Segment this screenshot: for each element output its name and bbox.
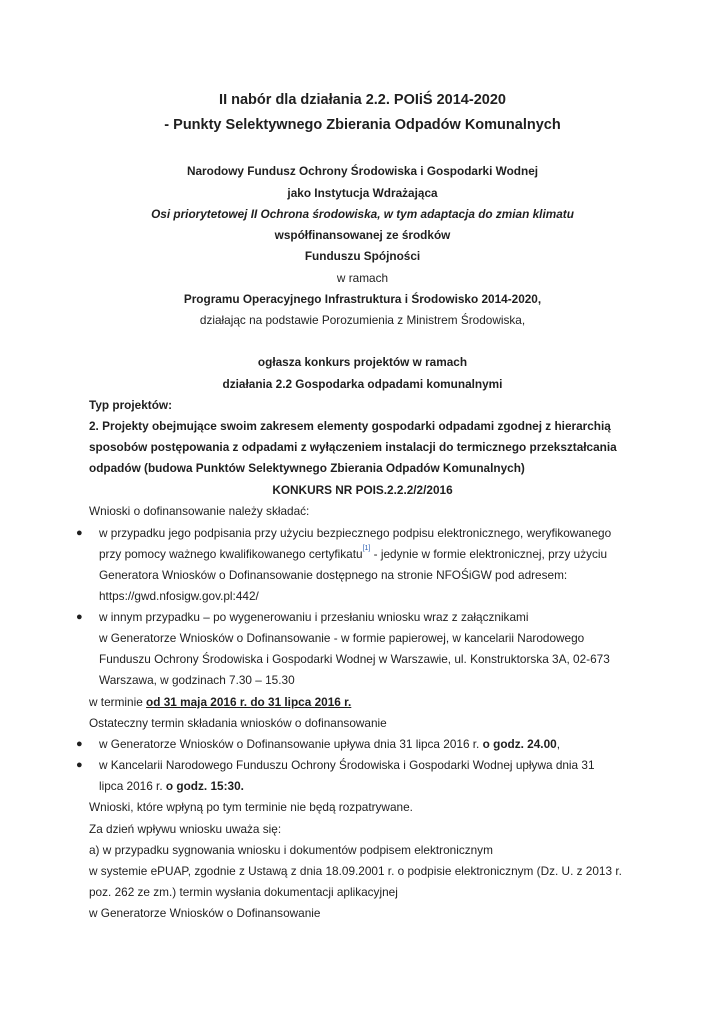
bullet1-line2-text: przy pomocy ważnego kwalifikowanego certyfikatu: [99, 547, 363, 561]
announcement-line1: ogłasza konkurs projektów w ramach: [257, 355, 468, 369]
deadline-bullet2-time: o godz. 15:30.: [165, 779, 244, 793]
generator-line: w Generatorze Wniosków o Dofinansowanie: [89, 906, 321, 920]
deadline-bullet2-line1: w Kancelarii Narodowego Funduszu Ochrony Środowiska i Gospodarki Wodnej upływa dnia 31: [99, 758, 595, 772]
submission-term: [89, 695, 351, 709]
deadline-bullet1-time: o godz. 24.00: [482, 737, 557, 751]
submission-intro: Wnioski o dofinansowanie należy składać:: [89, 504, 310, 518]
project-type-label: Typ projektów:: [89, 398, 173, 412]
footnote-link[interactable]: [1]: [362, 545, 371, 552]
bullet-icon: ●: [76, 527, 83, 539]
announcement-line2: działania 2.2 Gospodarka odpadami komunalnymi: [222, 377, 503, 391]
receipt-item-a: a) w przypadku sygnowania wniosku i dokumentów podpisem elektronicznym: [89, 843, 493, 857]
deadline-bullet1: [99, 737, 560, 751]
priority-axis: Osi priorytetowej II Ochrona środowiska, w tym adaptacja do zmian klimatu: [151, 207, 574, 221]
bullet2-line1: w innym przypadku – po wygenerowaniu i przesłaniu wniosku wraz z załącznikami: [99, 610, 529, 624]
deadline-intro: Ostateczny termin składania wniosków o dofinansowanie: [89, 716, 387, 730]
fund-name: Funduszu Spójności: [304, 249, 421, 263]
programme-name: Programu Operacyjnego Infrastruktura i Środowisko 2014-2020,: [183, 292, 542, 306]
bullet-icon: ●: [76, 611, 83, 623]
bullet2-line4: Warszawa, w godzinach 7.30 – 15.30: [99, 673, 295, 687]
bullet-icon: ●: [76, 738, 83, 750]
term-dates: od 31 maja 2016 r. do 31 lipca 2016 r.: [146, 695, 352, 709]
deadline-bullet1-end: ,: [556, 737, 560, 751]
project-type-line1: 2. Projekty obejmujące swoim zakresem elementy gospodarki odpadami zgodnej z hierarchią: [89, 419, 611, 433]
cofinanced-line: współfinansowanej ze środków: [274, 228, 451, 242]
deadline-bullet1-text: w Generatorze Wniosków o Dofinansowanie upływa dnia 31 lipca 2016 r.: [99, 737, 483, 751]
receipt-intro: Za dzień wpływu wniosku uważa się:: [89, 822, 282, 836]
bullet1-line2-end: - jedynie w formie elektronicznej, przy użyciu: [370, 547, 608, 561]
bullet2-line2: w Generatorze Wniosków o Dofinansowanie - w formie papierowej, w kancelarii Narodowego: [99, 631, 585, 645]
document-title-line2: - Punkty Selektywnego Zbierania Odpadów Komunalnych: [164, 117, 561, 133]
bullet-icon: ●: [76, 759, 83, 771]
project-type-line3: odpadów (budowa Punktów Selektywnego Zbierania Odpadów Komunalnych): [89, 461, 525, 475]
bullet1-line3: Generatora Wniosków o Dofinansowanie dostępnego na stronie NFOŚiGW pod adresem:: [99, 568, 568, 582]
bullet1-url: https://gwd.nfosigw.gov.pl:442/: [99, 589, 259, 603]
epuap-line2: poz. 262 ze zm.) termin wysłania dokumentacji aplikacyjnej: [89, 885, 398, 899]
bullet1-line1: w przypadku jego podpisania przy użyciu bezpiecznego podpisu elektronicznego, weryfikowanego: [99, 526, 612, 540]
deadline-bullet2-line2: [99, 779, 244, 793]
within-line: w ramach: [336, 271, 389, 285]
late-note: Wnioski, które wpłyną po tym terminie nie będą rozpatrywane.: [89, 800, 413, 814]
institution-name: Narodowy Fundusz Ochrony Środowiska i Gospodarki Wodnej: [186, 164, 539, 178]
document-title-line1: II nabór dla działania 2.2. POIiŚ 2014-2020: [219, 92, 506, 108]
institution-role: jako Instytucja Wdrażająca: [287, 186, 438, 200]
bullet2-line3: Funduszu Ochrony Środowiska i Gospodarki Wodnej w Warszawie, ul. Konstruktorska 3A, 02-673: [99, 652, 610, 666]
contest-number: KONKURS NR POIS.2.2.2/2/2016: [272, 483, 453, 497]
epuap-line1: w systemie ePUAP, zgodnie z Ustawą z dnia 18.09.2001 r. o podpisie elektronicznym (Dz. U. z 2013 r.: [89, 864, 622, 878]
agreement-line: działając na podstawie Porozumienia z Ministrem Środowiska,: [199, 313, 526, 327]
project-type-line2: sposobów postępowania z odpadami z wyłączeniem instalacji do termicznego przekształcania: [89, 440, 617, 454]
term-prefix: w terminie: [89, 695, 147, 709]
bullet1-line2: [99, 547, 607, 561]
deadline-bullet2-date: lipca 2016 r.: [99, 779, 166, 793]
